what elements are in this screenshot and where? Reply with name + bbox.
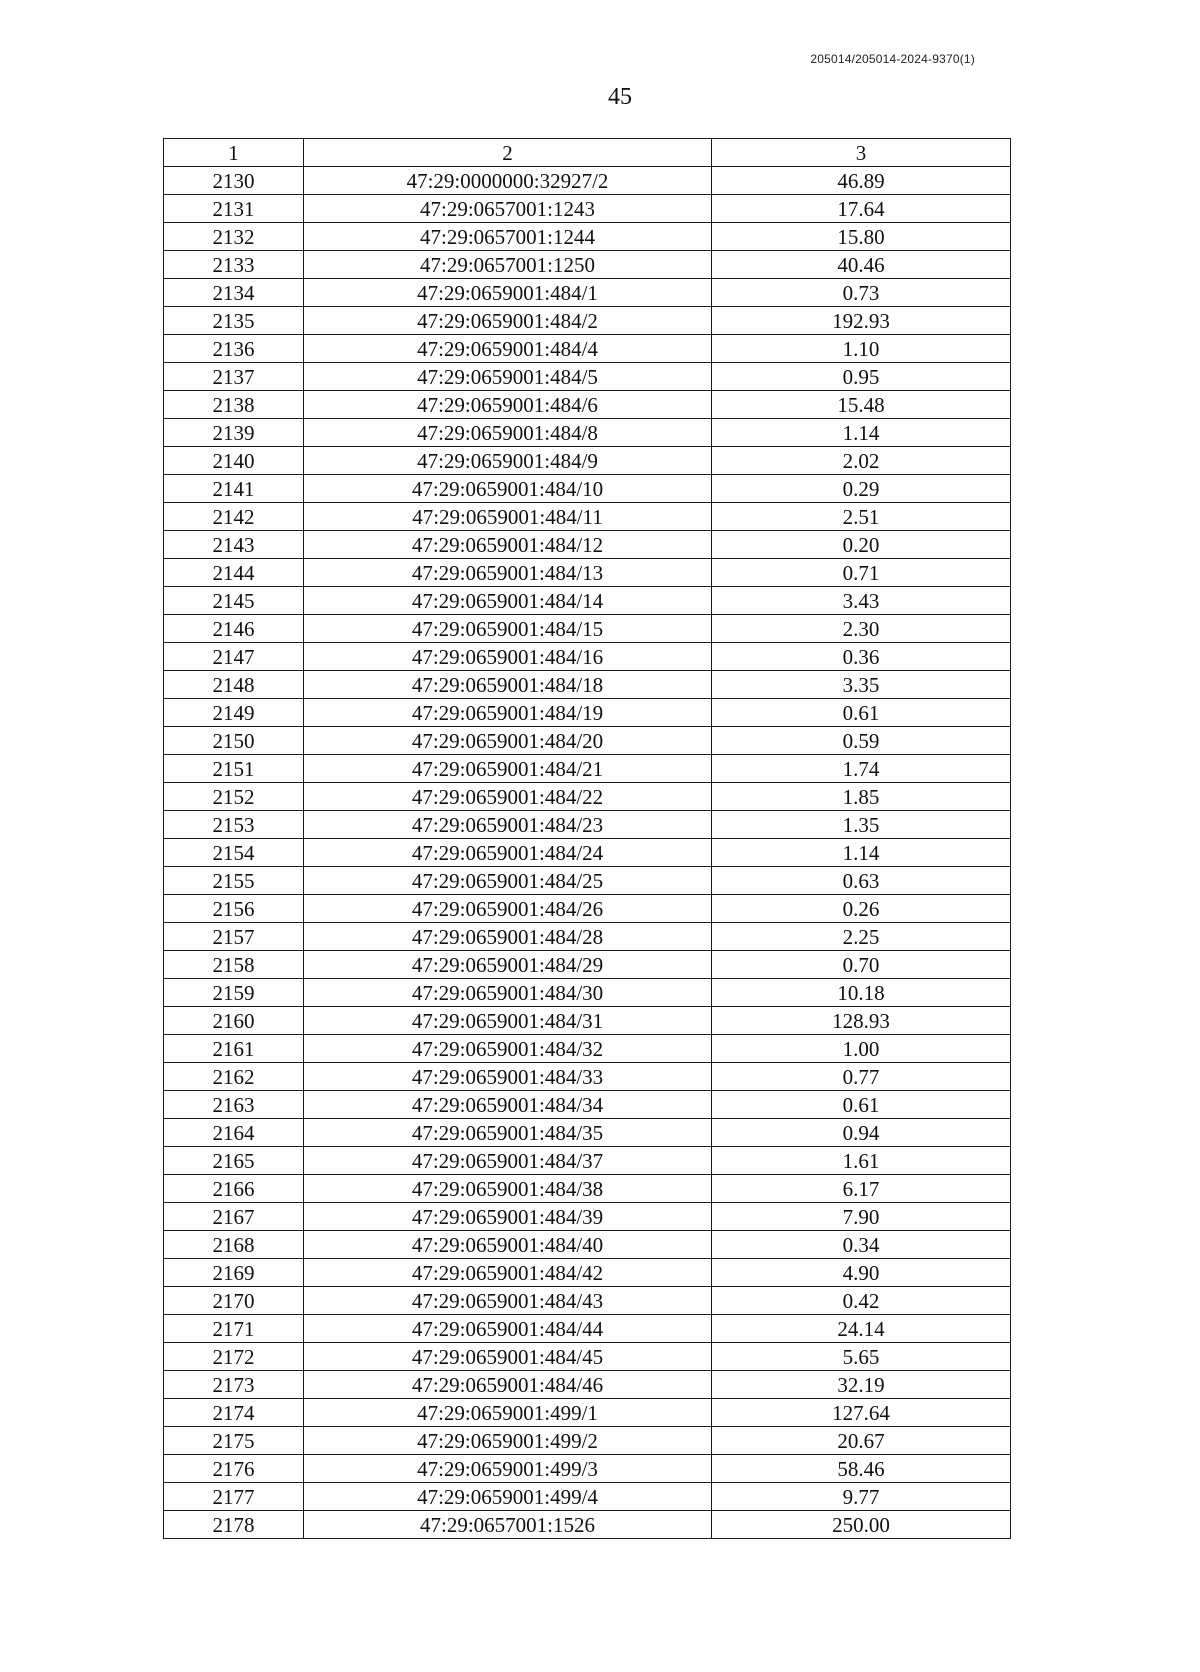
table-row <box>164 699 1011 727</box>
cadastral-number-cell: 47:29:0659001:484/26 <box>304 895 712 923</box>
table-row <box>164 447 1011 475</box>
cadastral-number-cell: 47:29:0659001:484/14 <box>304 587 712 615</box>
row-number-cell: 2155 <box>164 867 304 895</box>
value-cell: 0.61 <box>712 1091 1011 1119</box>
header-cell-col2: 2 <box>304 139 712 167</box>
table-row <box>164 783 1011 811</box>
row-number-cell: 2144 <box>164 559 304 587</box>
cadastral-number-cell: 47:29:0659001:484/22 <box>304 783 712 811</box>
cadastral-number-cell: 47:29:0659001:484/28 <box>304 923 712 951</box>
header-cell-col1: 1 <box>164 139 304 167</box>
row-number-cell: 2164 <box>164 1119 304 1147</box>
value-cell: 6.17 <box>712 1175 1011 1203</box>
cadastral-number-cell: 47:29:0659001:484/9 <box>304 447 712 475</box>
table-row <box>164 1399 1011 1427</box>
value-cell: 250.00 <box>712 1511 1011 1539</box>
cadastral-number-cell: 47:29:0659001:484/29 <box>304 951 712 979</box>
value-cell: 2.02 <box>712 447 1011 475</box>
cadastral-number-cell: 47:29:0659001:484/21 <box>304 755 712 783</box>
table-row <box>164 895 1011 923</box>
row-number-cell: 2146 <box>164 615 304 643</box>
value-cell: 20.67 <box>712 1427 1011 1455</box>
row-number-cell: 2153 <box>164 811 304 839</box>
value-cell: 0.20 <box>712 531 1011 559</box>
row-number-cell: 2168 <box>164 1231 304 1259</box>
value-cell: 0.77 <box>712 1063 1011 1091</box>
cadastral-number-cell: 47:29:0659001:484/37 <box>304 1147 712 1175</box>
cadastral-number-cell: 47:29:0659001:484/8 <box>304 419 712 447</box>
cadastral-number-cell: 47:29:0659001:484/20 <box>304 727 712 755</box>
row-number-cell: 2149 <box>164 699 304 727</box>
row-number-cell: 2178 <box>164 1511 304 1539</box>
value-cell: 0.71 <box>712 559 1011 587</box>
value-cell: 0.26 <box>712 895 1011 923</box>
row-number-cell: 2131 <box>164 195 304 223</box>
cadastral-number-cell: 47:29:0659001:484/1 <box>304 279 712 307</box>
value-cell: 3.35 <box>712 671 1011 699</box>
value-cell: 0.29 <box>712 475 1011 503</box>
value-cell: 9.77 <box>712 1483 1011 1511</box>
value-cell: 1.14 <box>712 839 1011 867</box>
value-cell: 4.90 <box>712 1259 1011 1287</box>
table-row <box>164 1343 1011 1371</box>
value-cell: 0.70 <box>712 951 1011 979</box>
row-number-cell: 2147 <box>164 643 304 671</box>
value-cell: 128.93 <box>712 1007 1011 1035</box>
cadastral-number-cell: 47:29:0657001:1250 <box>304 251 712 279</box>
table-row <box>164 587 1011 615</box>
table-row <box>164 951 1011 979</box>
row-number-cell: 2143 <box>164 531 304 559</box>
value-cell: 1.10 <box>712 335 1011 363</box>
value-cell: 0.42 <box>712 1287 1011 1315</box>
table-row <box>164 1511 1011 1539</box>
row-number-cell: 2160 <box>164 1007 304 1035</box>
row-number-cell: 2141 <box>164 475 304 503</box>
value-cell: 17.64 <box>712 195 1011 223</box>
document-id: 205014/205014-2024-9370(1) <box>810 52 975 66</box>
cadastral-number-cell: 47:29:0659001:484/30 <box>304 979 712 1007</box>
cadastral-number-cell: 47:29:0659001:484/6 <box>304 391 712 419</box>
cadastral-number-cell: 47:29:0659001:499/3 <box>304 1455 712 1483</box>
table-row <box>164 615 1011 643</box>
value-cell: 24.14 <box>712 1315 1011 1343</box>
table-row <box>164 1203 1011 1231</box>
value-cell: 127.64 <box>712 1399 1011 1427</box>
cadastral-number-cell: 47:29:0659001:499/2 <box>304 1427 712 1455</box>
row-number-cell: 2150 <box>164 727 304 755</box>
cadastral-number-cell: 47:29:0659001:484/38 <box>304 1175 712 1203</box>
header-row <box>164 139 1011 167</box>
table-row <box>164 1175 1011 1203</box>
row-number-cell: 2138 <box>164 391 304 419</box>
row-number-cell: 2169 <box>164 1259 304 1287</box>
value-cell: 3.43 <box>712 587 1011 615</box>
row-number-cell: 2151 <box>164 755 304 783</box>
table-row <box>164 251 1011 279</box>
row-number-cell: 2172 <box>164 1343 304 1371</box>
value-cell: 0.59 <box>712 727 1011 755</box>
row-number-cell: 2176 <box>164 1455 304 1483</box>
table-row <box>164 1007 1011 1035</box>
cadastral-number-cell: 47:29:0659001:484/40 <box>304 1231 712 1259</box>
value-cell: 32.19 <box>712 1371 1011 1399</box>
table-row <box>164 559 1011 587</box>
row-number-cell: 2170 <box>164 1287 304 1315</box>
cadastral-number-cell: 47:29:0659001:484/43 <box>304 1287 712 1315</box>
table-row <box>164 1427 1011 1455</box>
value-cell: 5.65 <box>712 1343 1011 1371</box>
table-row <box>164 391 1011 419</box>
table-row <box>164 755 1011 783</box>
cadastral-number-cell: 47:29:0659001:484/4 <box>304 335 712 363</box>
cadastral-number-cell: 47:29:0659001:484/46 <box>304 1371 712 1399</box>
cadastral-number-cell: 47:29:0659001:484/32 <box>304 1035 712 1063</box>
row-number-cell: 2140 <box>164 447 304 475</box>
value-cell: 1.61 <box>712 1147 1011 1175</box>
row-number-cell: 2162 <box>164 1063 304 1091</box>
value-cell: 2.25 <box>712 923 1011 951</box>
table-row <box>164 307 1011 335</box>
table-row <box>164 839 1011 867</box>
row-number-cell: 2134 <box>164 279 304 307</box>
table-row <box>164 475 1011 503</box>
cadastral-number-cell: 47:29:0659001:484/10 <box>304 475 712 503</box>
table-row <box>164 363 1011 391</box>
row-number-cell: 2157 <box>164 923 304 951</box>
value-cell: 0.63 <box>712 867 1011 895</box>
row-number-cell: 2175 <box>164 1427 304 1455</box>
value-cell: 192.93 <box>712 307 1011 335</box>
table-row <box>164 671 1011 699</box>
value-cell: 7.90 <box>712 1203 1011 1231</box>
row-number-cell: 2163 <box>164 1091 304 1119</box>
value-cell: 15.80 <box>712 223 1011 251</box>
table-row <box>164 979 1011 1007</box>
row-number-cell: 2130 <box>164 167 304 195</box>
table-body <box>164 167 1011 1539</box>
value-cell: 2.51 <box>712 503 1011 531</box>
value-cell: 0.73 <box>712 279 1011 307</box>
value-cell: 58.46 <box>712 1455 1011 1483</box>
value-cell: 0.36 <box>712 643 1011 671</box>
cadastral-number-cell: 47:29:0659001:484/23 <box>304 811 712 839</box>
value-cell: 0.34 <box>712 1231 1011 1259</box>
cadastral-number-cell: 47:29:0659001:484/13 <box>304 559 712 587</box>
cadastral-number-cell: 47:29:0659001:484/2 <box>304 307 712 335</box>
row-number-cell: 2173 <box>164 1371 304 1399</box>
cadastral-number-cell: 47:29:0659001:484/16 <box>304 643 712 671</box>
value-cell: 1.00 <box>712 1035 1011 1063</box>
table-row <box>164 727 1011 755</box>
cadastral-number-cell: 47:29:0659001:484/15 <box>304 615 712 643</box>
value-cell: 15.48 <box>712 391 1011 419</box>
cadastral-number-cell: 47:29:0659001:484/11 <box>304 503 712 531</box>
row-number-cell: 2156 <box>164 895 304 923</box>
table-row <box>164 1483 1011 1511</box>
row-number-cell: 2135 <box>164 307 304 335</box>
row-number-cell: 2171 <box>164 1315 304 1343</box>
table-row <box>164 503 1011 531</box>
table-row <box>164 419 1011 447</box>
cadastral-number-cell: 47:29:0657001:1243 <box>304 195 712 223</box>
row-number-cell: 2167 <box>164 1203 304 1231</box>
value-cell: 1.35 <box>712 811 1011 839</box>
value-cell: 0.61 <box>712 699 1011 727</box>
table-row <box>164 1371 1011 1399</box>
cadastral-number-cell: 47:29:0659001:484/25 <box>304 867 712 895</box>
cadastral-number-cell: 47:29:0659001:484/31 <box>304 1007 712 1035</box>
row-number-cell: 2132 <box>164 223 304 251</box>
table-row <box>164 1119 1011 1147</box>
table-row <box>164 335 1011 363</box>
row-number-cell: 2133 <box>164 251 304 279</box>
row-number-cell: 2152 <box>164 783 304 811</box>
value-cell: 10.18 <box>712 979 1011 1007</box>
row-number-cell: 2177 <box>164 1483 304 1511</box>
table-row <box>164 1455 1011 1483</box>
table-row <box>164 643 1011 671</box>
table-header <box>164 139 1011 167</box>
value-cell: 1.85 <box>712 783 1011 811</box>
cadastral-number-cell: 47:29:0659001:484/5 <box>304 363 712 391</box>
table-row <box>164 1315 1011 1343</box>
cadastral-number-cell: 47:29:0659001:484/12 <box>304 531 712 559</box>
value-cell: 0.95 <box>712 363 1011 391</box>
value-cell: 1.74 <box>712 755 1011 783</box>
cadastral-number-cell: 47:29:0659001:484/34 <box>304 1091 712 1119</box>
row-number-cell: 2145 <box>164 587 304 615</box>
cadastral-number-cell: 47:29:0657001:1244 <box>304 223 712 251</box>
table-row <box>164 1035 1011 1063</box>
cadastral-number-cell: 47:29:0659001:484/33 <box>304 1063 712 1091</box>
cadastral-number-cell: 47:29:0659001:484/35 <box>304 1119 712 1147</box>
row-number-cell: 2161 <box>164 1035 304 1063</box>
table-row <box>164 279 1011 307</box>
cadastral-number-cell: 47:29:0657001:1526 <box>304 1511 712 1539</box>
data-table <box>163 138 1011 1539</box>
value-cell: 0.94 <box>712 1119 1011 1147</box>
header-cell-col3: 3 <box>712 139 1011 167</box>
table-row <box>164 923 1011 951</box>
row-number-cell: 2159 <box>164 979 304 1007</box>
cadastral-number-cell: 47:29:0659001:484/45 <box>304 1343 712 1371</box>
row-number-cell: 2174 <box>164 1399 304 1427</box>
row-number-cell: 2148 <box>164 671 304 699</box>
cadastral-number-cell: 47:29:0659001:484/42 <box>304 1259 712 1287</box>
table-row <box>164 531 1011 559</box>
row-number-cell: 2165 <box>164 1147 304 1175</box>
cadastral-number-cell: 47:29:0659001:484/18 <box>304 671 712 699</box>
table-row <box>164 1091 1011 1119</box>
table-row <box>164 1231 1011 1259</box>
table-row <box>164 1147 1011 1175</box>
row-number-cell: 2166 <box>164 1175 304 1203</box>
value-cell: 46.89 <box>712 167 1011 195</box>
cadastral-number-cell: 47:29:0659001:499/4 <box>304 1483 712 1511</box>
row-number-cell: 2154 <box>164 839 304 867</box>
cadastral-number-cell: 47:29:0000000:32927/2 <box>304 167 712 195</box>
row-number-cell: 2136 <box>164 335 304 363</box>
cadastral-number-cell: 47:29:0659001:484/39 <box>304 1203 712 1231</box>
table-row <box>164 1287 1011 1315</box>
value-cell: 1.14 <box>712 419 1011 447</box>
table-row <box>164 1259 1011 1287</box>
table-row <box>164 195 1011 223</box>
row-number-cell: 2139 <box>164 419 304 447</box>
cadastral-number-cell: 47:29:0659001:499/1 <box>304 1399 712 1427</box>
cadastral-number-cell: 47:29:0659001:484/24 <box>304 839 712 867</box>
cadastral-number-cell: 47:29:0659001:484/44 <box>304 1315 712 1343</box>
value-cell: 2.30 <box>712 615 1011 643</box>
table-row <box>164 811 1011 839</box>
table-row <box>164 223 1011 251</box>
value-cell: 40.46 <box>712 251 1011 279</box>
page-number: 45 <box>608 84 632 110</box>
row-number-cell: 2142 <box>164 503 304 531</box>
cadastral-number-cell: 47:29:0659001:484/19 <box>304 699 712 727</box>
table-row <box>164 867 1011 895</box>
row-number-cell: 2158 <box>164 951 304 979</box>
table-row <box>164 167 1011 195</box>
table-row <box>164 1063 1011 1091</box>
row-number-cell: 2137 <box>164 363 304 391</box>
